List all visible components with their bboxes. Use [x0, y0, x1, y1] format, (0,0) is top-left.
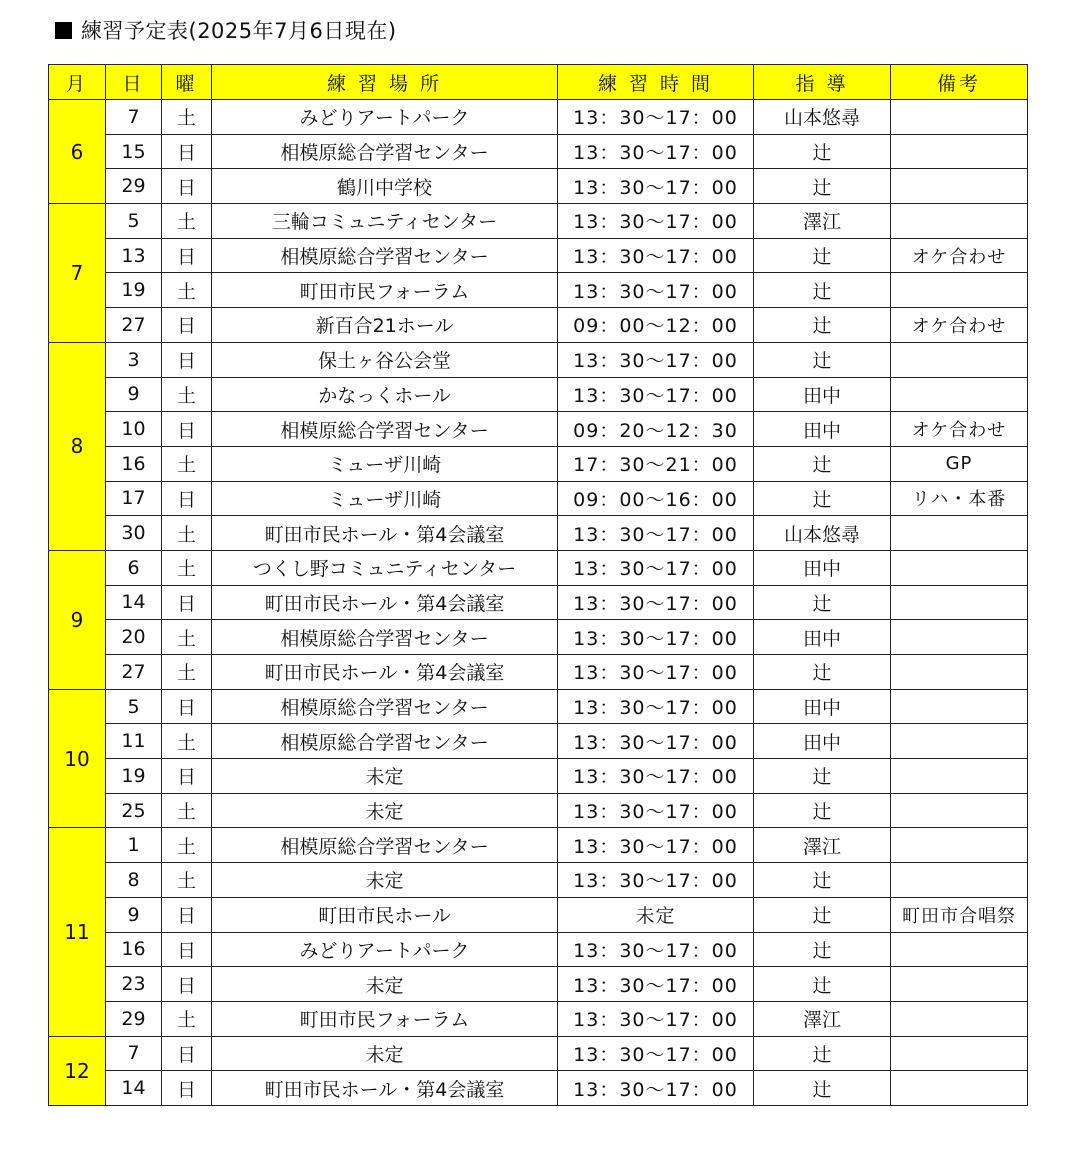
- weekday-cell: 日: [162, 1071, 212, 1106]
- instructor-cell: 辻: [754, 446, 891, 481]
- weekday-cell: 土: [162, 620, 212, 655]
- table-row: [49, 863, 1028, 898]
- time-cell: 13：30～17：00: [558, 967, 754, 1002]
- table-row: [49, 100, 1028, 135]
- place-cell: ミューザ川崎: [212, 481, 558, 516]
- day-cell: 1: [106, 828, 162, 863]
- table-row: [49, 342, 1028, 377]
- day-cell: 5: [106, 689, 162, 724]
- day-cell: 25: [106, 793, 162, 828]
- instructor-cell: 辻: [754, 932, 891, 967]
- instructor-cell: 澤江: [754, 204, 891, 239]
- table-row: [49, 550, 1028, 585]
- place-cell: かなっくホール: [212, 377, 558, 412]
- instructor-cell: 辻: [754, 793, 891, 828]
- instructor-cell: 辻: [754, 863, 891, 898]
- table-row: [49, 1071, 1028, 1106]
- instructor-cell: 田中: [754, 412, 891, 447]
- day-cell: 11: [106, 724, 162, 759]
- note-cell: オケ合わせ: [891, 308, 1028, 343]
- instructor-cell: 田中: [754, 620, 891, 655]
- day-cell: 16: [106, 446, 162, 481]
- day-cell: 9: [106, 377, 162, 412]
- day-cell: 30: [106, 516, 162, 551]
- place-cell: 相模原総合学習センター: [212, 620, 558, 655]
- instructor-cell: 辻: [754, 585, 891, 620]
- day-cell: 29: [106, 169, 162, 204]
- instructor-cell: 辻: [754, 169, 891, 204]
- weekday-cell: 日: [162, 342, 212, 377]
- day-cell: 6: [106, 550, 162, 585]
- place-cell: 相模原総合学習センター: [212, 689, 558, 724]
- instructor-cell: 辻: [754, 897, 891, 932]
- table-row: [49, 273, 1028, 308]
- note-cell: [891, 759, 1028, 794]
- note-cell: [891, 100, 1028, 135]
- place-cell: 保土ヶ谷公会堂: [212, 342, 558, 377]
- instructor-cell: 田中: [754, 550, 891, 585]
- note-cell: GP: [891, 446, 1028, 481]
- place-cell: みどりアートパーク: [212, 932, 558, 967]
- place-cell: 相模原総合学習センター: [212, 724, 558, 759]
- time-cell: 13：30～17：00: [558, 1036, 754, 1071]
- weekday-cell: 土: [162, 516, 212, 551]
- table-row: [49, 724, 1028, 759]
- weekday-cell: 日: [162, 238, 212, 273]
- note-cell: リハ・本番: [891, 481, 1028, 516]
- note-cell: [891, 169, 1028, 204]
- time-cell: 13：30～17：00: [558, 655, 754, 690]
- note-cell: [891, 273, 1028, 308]
- day-cell: 3: [106, 342, 162, 377]
- note-cell: [891, 932, 1028, 967]
- day-cell: 23: [106, 967, 162, 1002]
- place-cell: 未定: [212, 793, 558, 828]
- table-row: [49, 238, 1028, 273]
- time-cell: 13：30～17：00: [558, 342, 754, 377]
- table-row: [49, 516, 1028, 551]
- day-cell: 8: [106, 863, 162, 898]
- month-cell: 12: [49, 1036, 106, 1105]
- weekday-cell: 土: [162, 1001, 212, 1036]
- note-cell: [891, 967, 1028, 1002]
- time-cell: 13：30～17：00: [558, 828, 754, 863]
- place-cell: ミューザ川崎: [212, 446, 558, 481]
- header-notes: 備考: [891, 65, 1028, 100]
- time-cell: 13：30～17：00: [558, 238, 754, 273]
- day-cell: 7: [106, 100, 162, 135]
- month-cell: 8: [49, 342, 106, 550]
- time-cell: 13：30～17：00: [558, 1071, 754, 1106]
- weekday-cell: 土: [162, 828, 212, 863]
- weekday-cell: 土: [162, 550, 212, 585]
- table-row: [49, 169, 1028, 204]
- time-cell: 13：30～17：00: [558, 516, 754, 551]
- table-row: [49, 932, 1028, 967]
- month-cell: 7: [49, 204, 106, 343]
- header-day: 日: [106, 65, 162, 100]
- place-cell: 相模原総合学習センター: [212, 412, 558, 447]
- instructor-cell: 澤江: [754, 828, 891, 863]
- note-cell: [891, 828, 1028, 863]
- table-row: [49, 828, 1028, 863]
- weekday-cell: 土: [162, 204, 212, 239]
- instructor-cell: 辻: [754, 967, 891, 1002]
- month-cell: 9: [49, 550, 106, 689]
- schedule-body: [49, 100, 1028, 1106]
- time-cell: 13：30～17：00: [558, 863, 754, 898]
- note-cell: [891, 1036, 1028, 1071]
- table-row: [49, 689, 1028, 724]
- table-row: [49, 585, 1028, 620]
- place-cell: 相模原総合学習センター: [212, 134, 558, 169]
- instructor-cell: 辻: [754, 1036, 891, 1071]
- weekday-cell: 日: [162, 585, 212, 620]
- month-cell: 11: [49, 828, 106, 1036]
- weekday-cell: 日: [162, 932, 212, 967]
- time-cell: 13：30～17：00: [558, 100, 754, 135]
- note-cell: [891, 1001, 1028, 1036]
- day-cell: 5: [106, 204, 162, 239]
- time-cell: 13：30～17：00: [558, 134, 754, 169]
- place-cell: 三輪コミュニティセンター: [212, 204, 558, 239]
- header-weekday: 曜: [162, 65, 212, 100]
- weekday-cell: 日: [162, 689, 212, 724]
- weekday-cell: 土: [162, 273, 212, 308]
- instructor-cell: 辻: [754, 655, 891, 690]
- day-cell: 16: [106, 932, 162, 967]
- table-header-row: [49, 65, 1028, 100]
- weekday-cell: 土: [162, 863, 212, 898]
- time-cell: 13：30～17：00: [558, 1001, 754, 1036]
- instructor-cell: 辻: [754, 342, 891, 377]
- place-cell: みどりアートパーク: [212, 100, 558, 135]
- weekday-cell: 日: [162, 967, 212, 1002]
- time-cell: 13：30～17：00: [558, 204, 754, 239]
- note-cell: [891, 134, 1028, 169]
- instructor-cell: 辻: [754, 759, 891, 794]
- weekday-cell: 土: [162, 100, 212, 135]
- table-row: [49, 759, 1028, 794]
- day-cell: 17: [106, 481, 162, 516]
- place-cell: 町田市民ホール・第4会議室: [212, 1071, 558, 1106]
- day-cell: 27: [106, 655, 162, 690]
- table-row: [49, 620, 1028, 655]
- instructor-cell: 辻: [754, 1071, 891, 1106]
- time-cell: 13：30～17：00: [558, 620, 754, 655]
- table-row: [49, 897, 1028, 932]
- note-cell: 町田市合唱祭: [891, 897, 1028, 932]
- black-square-icon: [55, 22, 72, 39]
- weekday-cell: 日: [162, 1036, 212, 1071]
- place-cell: 町田市民ホール: [212, 897, 558, 932]
- page-title: [55, 14, 397, 46]
- weekday-cell: 日: [162, 759, 212, 794]
- place-cell: 町田市民ホール・第4会議室: [212, 655, 558, 690]
- note-cell: [891, 655, 1028, 690]
- note-cell: [891, 689, 1028, 724]
- time-cell: 13：30～17：00: [558, 932, 754, 967]
- weekday-cell: 日: [162, 481, 212, 516]
- note-cell: オケ合わせ: [891, 238, 1028, 273]
- place-cell: 未定: [212, 863, 558, 898]
- time-cell: 13：30～17：00: [558, 169, 754, 204]
- note-cell: オケ合わせ: [891, 412, 1028, 447]
- instructor-cell: 山本悠尋: [754, 100, 891, 135]
- month-cell: 10: [49, 689, 106, 828]
- instructor-cell: 辻: [754, 308, 891, 343]
- place-cell: 鶴川中学校: [212, 169, 558, 204]
- note-cell: [891, 342, 1028, 377]
- weekday-cell: 土: [162, 377, 212, 412]
- table-row: [49, 446, 1028, 481]
- table-row: [49, 481, 1028, 516]
- practice-schedule-table: [48, 64, 1028, 1106]
- place-cell: 町田市民フォーラム: [212, 1001, 558, 1036]
- place-cell: 町田市民ホール・第4会議室: [212, 585, 558, 620]
- time-cell: 13：30～17：00: [558, 550, 754, 585]
- place-cell: 未定: [212, 759, 558, 794]
- day-cell: 10: [106, 412, 162, 447]
- place-cell: 町田市民ホール・第4会議室: [212, 516, 558, 551]
- day-cell: 20: [106, 620, 162, 655]
- note-cell: [891, 793, 1028, 828]
- time-cell: 17：30～21：00: [558, 446, 754, 481]
- day-cell: 19: [106, 759, 162, 794]
- note-cell: [891, 550, 1028, 585]
- place-cell: 未定: [212, 1036, 558, 1071]
- day-cell: 9: [106, 897, 162, 932]
- weekday-cell: 日: [162, 897, 212, 932]
- instructor-cell: 辻: [754, 481, 891, 516]
- note-cell: [891, 516, 1028, 551]
- time-cell: 13：30～17：00: [558, 585, 754, 620]
- weekday-cell: 土: [162, 724, 212, 759]
- time-cell: 13：30～17：00: [558, 724, 754, 759]
- time-cell: 09：20～12：30: [558, 412, 754, 447]
- time-cell: 未定: [558, 897, 754, 932]
- time-cell: 09：00～12：00: [558, 308, 754, 343]
- page-title-text: 練習予定表(2025年7月6日現在): [81, 19, 397, 43]
- note-cell: [891, 863, 1028, 898]
- instructor-cell: 山本悠尋: [754, 516, 891, 551]
- table-row: [49, 308, 1028, 343]
- note-cell: [891, 1071, 1028, 1106]
- place-cell: 相模原総合学習センター: [212, 828, 558, 863]
- weekday-cell: 日: [162, 308, 212, 343]
- time-cell: 13：30～17：00: [558, 273, 754, 308]
- instructor-cell: 辻: [754, 273, 891, 308]
- instructor-cell: 澤江: [754, 1001, 891, 1036]
- note-cell: [891, 377, 1028, 412]
- instructor-cell: 辻: [754, 238, 891, 273]
- weekday-cell: 日: [162, 412, 212, 447]
- instructor-cell: 田中: [754, 377, 891, 412]
- header-month: 月: [49, 65, 106, 100]
- note-cell: [891, 724, 1028, 759]
- header-instructor: 指 導: [754, 65, 891, 100]
- day-cell: 29: [106, 1001, 162, 1036]
- table-row: [49, 204, 1028, 239]
- place-cell: つくし野コミュニティセンター: [212, 550, 558, 585]
- weekday-cell: 土: [162, 793, 212, 828]
- note-cell: [891, 204, 1028, 239]
- place-cell: 相模原総合学習センター: [212, 238, 558, 273]
- time-cell: 13：30～17：00: [558, 377, 754, 412]
- table-row: [49, 655, 1028, 690]
- table-row: [49, 1036, 1028, 1071]
- note-cell: [891, 620, 1028, 655]
- time-cell: 13：30～17：00: [558, 759, 754, 794]
- table-row: [49, 134, 1028, 169]
- day-cell: 14: [106, 585, 162, 620]
- table-row: [49, 793, 1028, 828]
- table-row: [49, 1001, 1028, 1036]
- table-row: [49, 377, 1028, 412]
- place-cell: 新百合21ホール: [212, 308, 558, 343]
- time-cell: 13：30～17：00: [558, 793, 754, 828]
- table-row: [49, 412, 1028, 447]
- instructor-cell: 田中: [754, 724, 891, 759]
- weekday-cell: 日: [162, 169, 212, 204]
- weekday-cell: 日: [162, 134, 212, 169]
- weekday-cell: 土: [162, 446, 212, 481]
- table-row: [49, 967, 1028, 1002]
- header-time: 練 習 時 間: [558, 65, 754, 100]
- day-cell: 14: [106, 1071, 162, 1106]
- time-cell: 13：30～17：00: [558, 689, 754, 724]
- place-cell: 未定: [212, 967, 558, 1002]
- place-cell: 町田市民フォーラム: [212, 273, 558, 308]
- instructor-cell: 辻: [754, 134, 891, 169]
- note-cell: [891, 585, 1028, 620]
- weekday-cell: 土: [162, 655, 212, 690]
- time-cell: 09：00～16：00: [558, 481, 754, 516]
- day-cell: 7: [106, 1036, 162, 1071]
- day-cell: 27: [106, 308, 162, 343]
- month-cell: 6: [49, 100, 106, 204]
- day-cell: 15: [106, 134, 162, 169]
- instructor-cell: 田中: [754, 689, 891, 724]
- day-cell: 13: [106, 238, 162, 273]
- header-place: 練 習 場 所: [212, 65, 558, 100]
- day-cell: 19: [106, 273, 162, 308]
